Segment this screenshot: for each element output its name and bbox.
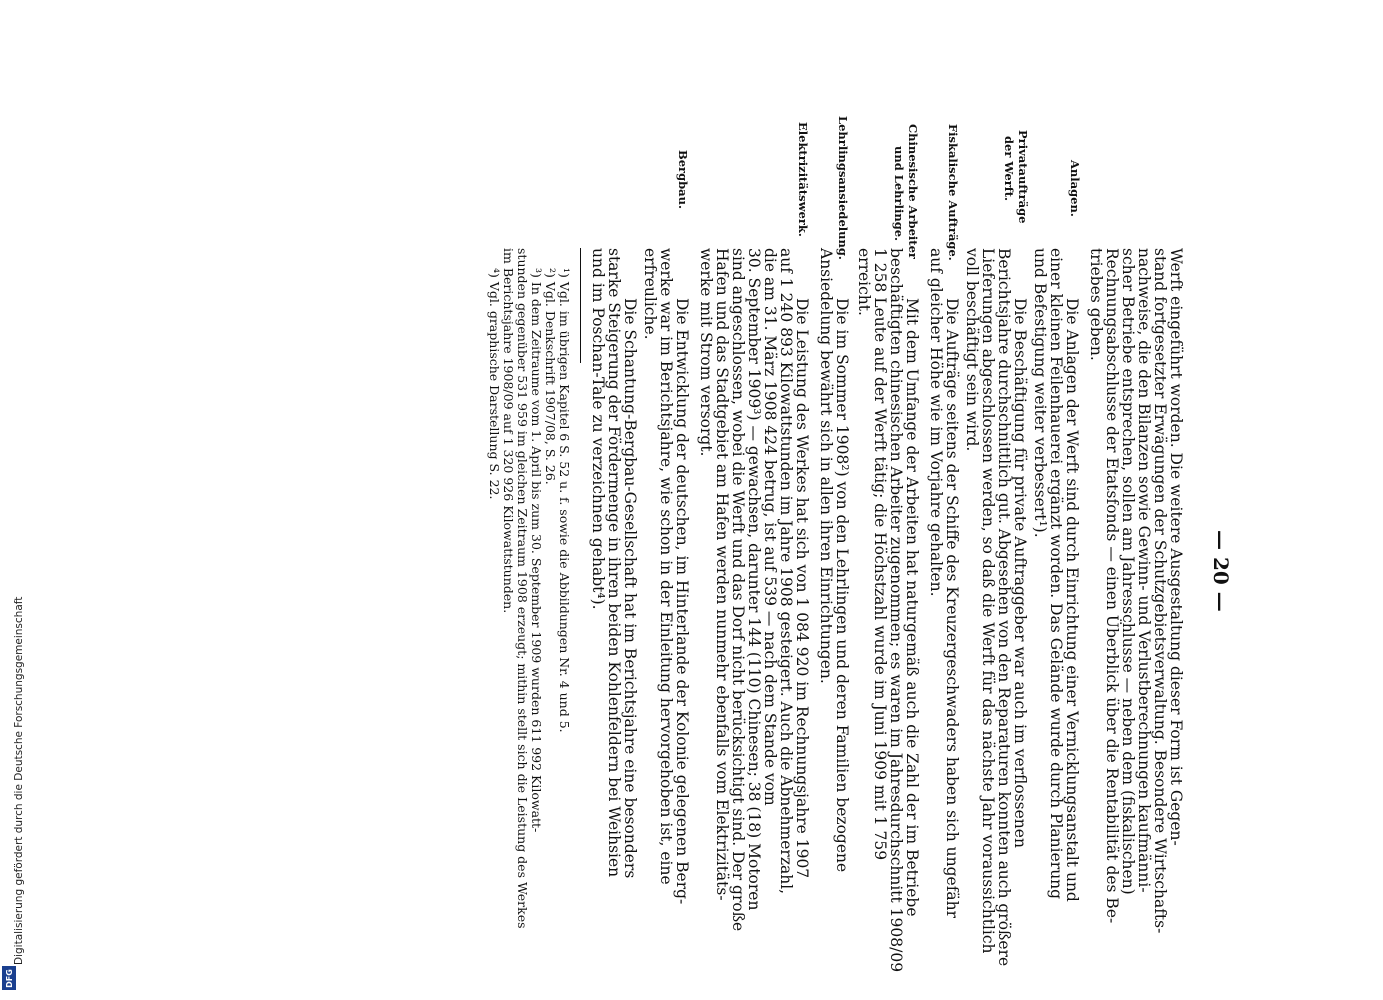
text-line: Hafen und das Stadtgebiet am Hafen werden nunmehr ebenfalls vom Elektrizitäts-: [713, 248, 731, 901]
text-line: 1 258 Leute auf der Werft tätig; die Höchstzahl wurde im Juni 1909 mit 1 759: [871, 248, 889, 861]
text-line: Die Anlagen der Werft sind durch Einrichtung einer Vernicklungsanstalt und: [1063, 298, 1081, 902]
text-line: auf 1 240 893 Kilowattstunden im Jahre 1908 gesteigert. Auch die Abnehmerzahl,: [777, 248, 795, 895]
text-line: beschäftigten chinesischen Arbeiter zugenommen; es waren im Jahresdurchschnitt 1908/09: [887, 248, 905, 973]
credit-text: Digitalisierung gefördert durch die Deutsche Forschungsgemeinschaft: [13, 596, 25, 965]
text-line: und Befestigung weiter verbessert¹).: [1031, 248, 1049, 538]
text-line: werke mit Strom versorgt.: [697, 248, 715, 457]
text-line: Lieferungen abgeschlossen werden, so daß die Werft für das nächste Jahr voraussichtlich: [979, 248, 997, 954]
footnote: ⁴) Vgl. graphische Darstellung S. 22.: [487, 268, 502, 500]
margin-note-anlagen: Anlagen.: [1068, 160, 1082, 217]
text-line: Die Beschäftigung für private Auftraggeber war auch im verflossenen: [1011, 298, 1029, 848]
text-line: und im Poschan-Tale zu verzeichnen gehabt⁴).: [589, 248, 607, 610]
text-line: nachweise, die den Bilanzen sowie Gewinn- und Verlustberechnungen kaufmänni-: [1135, 248, 1153, 893]
text-line: Ansiedelung bewährt sich in allen ihren Einrichtungen.: [817, 248, 835, 684]
digitization-credit: [0, 0, 25, 1000]
margin-note-elektrizitaet: Elektrizitätswerk.: [796, 122, 810, 237]
text-line: Rechnungsabschlusse der Etatsfonds — einen Überblick über die Rentabilität des Be-: [1103, 248, 1121, 924]
text-line: Die Schantung-Bergbau-Gesellschaft hat im Berichtsjahre eine besonders: [621, 298, 639, 879]
text-line: auf gleicher Höhe wie im Vorjahre gehalten.: [927, 248, 945, 597]
dfg-logo-icon: DFG: [2, 966, 16, 990]
text-line: 30. September 1909³) — gewachsen, darunter 144 (110) Chinesen; 38 (18) Motoren: [745, 248, 763, 911]
margin-note-privatauftraege: Privataufträge: [1016, 130, 1030, 224]
text-line: Die im Sommer 1908²) von den Lehrlingen und deren Familien bezogene: [833, 298, 851, 873]
text-line: Mit dem Umfange der Arbeiten hat naturgemäß auch die Zahl der im Betriebe: [903, 298, 921, 917]
text-line: erfreuliche.: [641, 248, 659, 340]
text-line: erreicht.: [855, 248, 873, 316]
text-line: triebes geben.: [1087, 248, 1105, 361]
margin-note-lehrlings: Lehrlingsansiedelung.: [836, 116, 850, 260]
text-line: einer kleinen Feilenhauerei ergänzt worden. Das Gelände wurde durch Planierung: [1047, 248, 1065, 900]
footnote: ³) In dem Zeitraume vom 1. April bis zum 30. September 1909 wurden 611 992 Kilowatt-: [529, 268, 544, 833]
footnote: ¹) Vgl. im übrigen Kapitel 6 S. 52 u. f. sowie die Abbildungen Nr. 4 und 5.: [557, 268, 572, 733]
margin-note-chinesische: Chinesische Arbeiter: [906, 124, 920, 259]
margin-note-bergbau: Bergbau.: [676, 150, 690, 209]
text-line: Werft eingeführt worden. Die weitere Ausgestaltung dieser Form ist Gegen-: [1167, 248, 1185, 846]
text-line: die am 31. März 1908 424 betrug, ist auf 539 — nach dem Stande vom: [761, 248, 779, 806]
text-line: scher Betriebe entsprechen, sollen am Jahresschlusse — neben dem (fiskalischen): [1119, 248, 1137, 895]
margin-note-fiskalische: Fiskalische Aufträge.: [946, 124, 960, 261]
text-line: stand fortgesetzter Erwägungen der Schutzgebietsverwaltung. Besondere Wirtschafts-: [1151, 248, 1169, 934]
text-line: Berichtsjahre durchschnittlich gut. Abgesehen von den Reparaturen konnten auch größere: [995, 248, 1013, 967]
footnote: stunden gegenüber 531 959 im gleichen Zeitraum 1908 erzeugt; mithin stellt sich die Leistung des Werkes: [515, 248, 530, 929]
footnote: im Berichtsjahre 1908/09 auf 1 320 926 Kilowattstunden.: [501, 248, 516, 614]
margin-note-privatauftraege: der Werft.: [1002, 136, 1016, 202]
text-line: voll beschäftigt sein wird.: [963, 248, 981, 452]
text-line: Die Leistung des Werkes hat sich von 1 084 920 im Rechnungsjahre 1907: [793, 298, 811, 879]
text-line: Die Entwicklung der deutschen, im Hinterlande der Kolonie gelegenen Berg-: [673, 298, 691, 905]
footnote-divider: [580, 248, 581, 363]
footnote: ²) Vgl. Denkschrift 1907/08, S. 26.: [543, 268, 558, 485]
margin-note-chinesische: und Lehrlinge.: [892, 146, 906, 242]
document-page: [105, 116, 1233, 1000]
page-number: — 20 —: [1209, 530, 1233, 612]
text-line: starke Steigerung der Fördermenge in ihren beiden Kohlenfeldern bei Weihsien: [605, 248, 623, 878]
text-line: Die Aufträge seitens der Schiffe des Kreuzergeschwaders haben sich ungefähr: [943, 298, 961, 919]
text-line: sind angeschlossen, wobei die Werft und das Dorf nicht berücksichtigt sind. Der große: [729, 248, 747, 932]
text-line: werke war im Berichtsjahre, wie schon in der Einleitung hervorgehoben ist, eine: [657, 248, 675, 885]
